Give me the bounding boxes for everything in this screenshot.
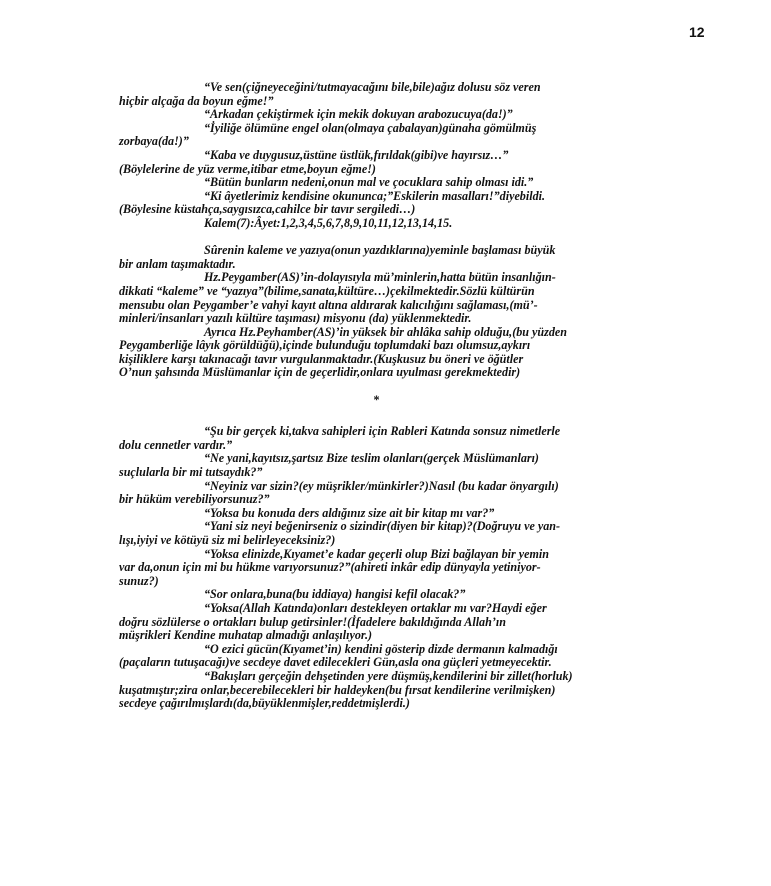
text-line: “Ve sen(çiğneyeceğini/tutmayacağını bile,bile)ağız dolusu söz veren [204, 80, 541, 94]
text-line: “Kaba ve duygusuz,üstüne üstlük,fırıldak(gibi)ve hayırsız…” [204, 147, 509, 162]
text-line: müşrikleri Kendine muhatap almadığı anlaşılıyor.) [119, 628, 373, 643]
text-line: Peygamberliğe lâyık görüldüğü),içinde bulunduğu toplumdaki bazı olumsuz,aykırı [119, 338, 531, 353]
text-line: minleri/insanları yazılı kültüre taşıması) misyonu (da) yüklenmektedir. [119, 311, 472, 326]
text-line: Sûrenin kaleme ve yazıya(onun yazdıklarına)yeminle başlaması büyük [204, 243, 556, 258]
text-line: “Bütün bunların nedeni,onun mal ve çocuklara sahip olması idi.” [204, 175, 534, 190]
text-line: hiçbir alçağa da boyun eğme!” [119, 93, 274, 108]
text-line: “O ezici gücün(Kıyamet’in) kendini gösterip dizde dermanın kalmadığı [204, 641, 558, 656]
text-line: (paçaların tutuşacağı)ve secdeye davet edilecekleri Gün,asla ona güçleri yetmeyecektir. [119, 655, 552, 670]
text-line: mensubu olan Peygamber’e vahyi kayıt altına aldırarak kalıcılığını sağlaması,(mü’- [119, 297, 538, 312]
text-line: bir anlam taşımaktadır. [119, 256, 236, 271]
text-line: var da,onun için mi bu hükme varıyorsunuz?”(ahireti inkâr edip dünyayla yetiniyor- [119, 560, 541, 575]
text-line: zorbaya(da!)” [119, 134, 189, 149]
text-line: “Yani siz neyi beğenirseniz o sizindir(diyen bir kitap)?(Doğruyu ve yan- [204, 519, 560, 534]
text-line: sunuz?) [119, 573, 159, 588]
section-separator: * [373, 392, 380, 407]
text-line: dikkati “kaleme” ve “yazıya”(bilime,sanata,kültüre…)çekilmektedir.Sözlü kültürün [119, 283, 535, 298]
text-line: “Yoksa elinizde,Kıyamet’e kadar geçerli olup Bizi bağlayan bir yemin [204, 546, 549, 561]
text-line: dolu cennetler vardır.” [119, 437, 233, 452]
paragraph-gap [119, 380, 624, 394]
text-line: O’nun şahsında Müslümanlar için de geçerlidir,onlara uyulması gerekmektedir) [119, 365, 521, 380]
text-line: lışı,iyiyi ve kötüyü siz mi belirleyeceksiniz?) [119, 533, 336, 547]
text-line: (Böylesine küstahça,saygısızca,cahilce bir tavır sergiledi…) [119, 202, 416, 217]
text-line: “Yoksa bu konuda ders aldığınız size ait bir kitap mı var?” [204, 505, 495, 520]
text-line: “Şu bir gerçek ki,takva sahipleri için Rableri Katında sonsuz nimetlerle [204, 424, 561, 439]
text-line: “Ne yani,kayıtsız,şartsız Bize teslim olanları(gerçek Müslümanları) [204, 451, 539, 466]
text-line: Ayrıca Hz.Peyhamber(AS)’in yüksek bir ahlâka sahip olduğu,(bu yüzden [204, 324, 567, 339]
text-line: Kalem(7):Âyet:1,2,3,4,5,6,7,8,9,10,11,12,13,14,15. [204, 215, 453, 230]
page-number: 12 [689, 24, 705, 40]
text-line: secdeye çağırılmışlardı(da,büyüklenmişler,reddetmişlerdi.) [119, 696, 410, 711]
paragraph-gap [119, 231, 624, 245]
text-line: kuşatmıştır;zira onlar,becerebilecekleri bir haldeyken(bu fırsat kendilerine verilmişken) [119, 682, 556, 697]
text-line: “Ki âyetlerimiz kendisine okununca;”Eskilerin masalları!”diyebildi. [204, 188, 546, 203]
text-line: bir hüküm verebiliyorsunuz?” [119, 492, 270, 507]
paragraph-gap [119, 407, 624, 425]
text-line: Hz.Peygamber(AS)’in-dolayısıyla mü’minlerin,hatta bütün insanlığın- [204, 270, 556, 285]
text-line: kişiliklere karşı takınacağı tavır vurgulanmaktadır.(Kuşkusuz bu öneri ve öğütler [119, 351, 524, 366]
text-line: “Sor onlara,buna(bu iddiaya) hangisi kefil olacak?” [204, 587, 466, 602]
text-line: suçlularla bir mi tutsaydık?” [119, 465, 263, 480]
text-line: “Neyiniz var sizin?(ey müşrikler/münkirler?)Nasıl (bu kadar önyargılı) [204, 478, 559, 493]
text-line: (Böylelerine de yüz verme,itibar etme,boyun eğme!) [119, 161, 376, 176]
document-body [119, 81, 624, 711]
text-line: doğru sözlülerse o ortakları bulup getirsinler!(İfadelere bakıldığında Allah’ın [119, 614, 506, 629]
text-line: “Arkadan çekiştirmek için mekik dokuyan arabozucuya(da!)” [204, 107, 513, 122]
text-line: “Yoksa(Allah Katında)onları destekleyen ortaklar mı var?Haydi eğer [204, 600, 547, 615]
text-line: “İyiliğe ölümüne engel olan(olmaya çabalayan)günaha gömülmüş [204, 120, 537, 135]
text-line: “Bakışları gerçeğin dehşetinden yere düşmüş,kendilerini bir zillet(horluk) [204, 668, 573, 683]
